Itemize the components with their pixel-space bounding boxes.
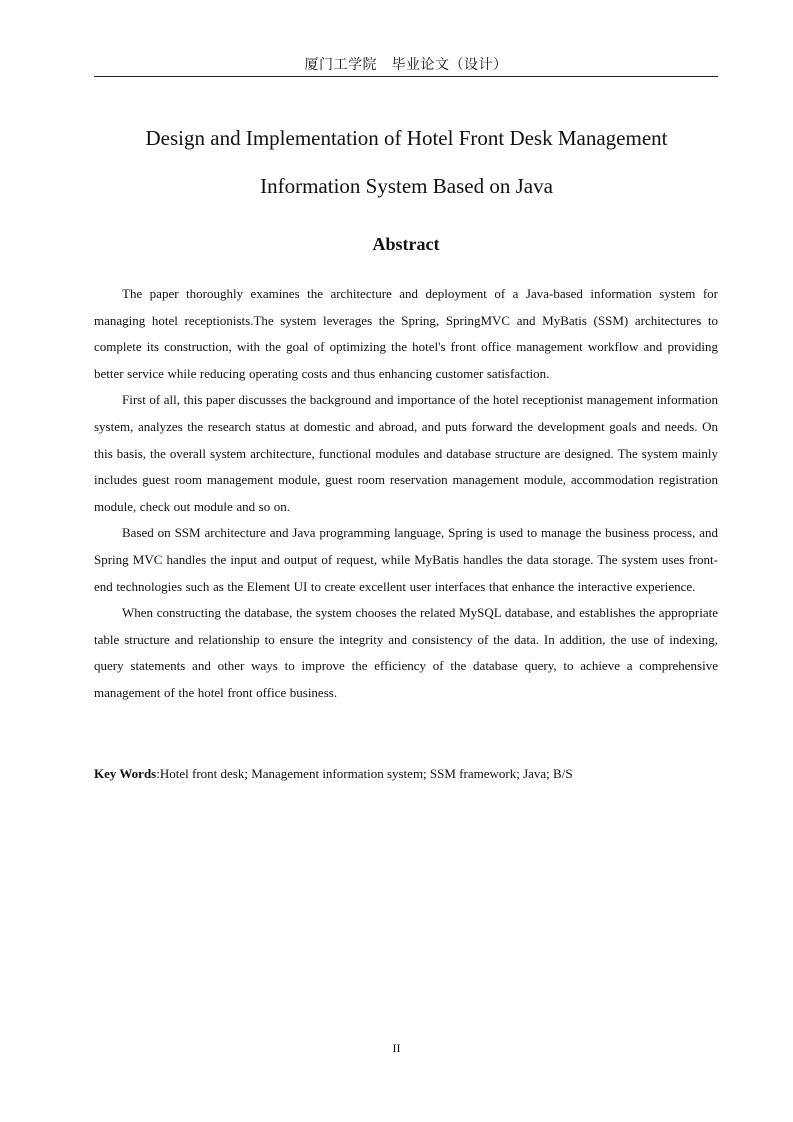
keywords-text: :Hotel front desk; Management information system; SSM framework; Java; B/S bbox=[156, 766, 573, 781]
title-line-1: Design and Implementation of Hotel Front Desk Management bbox=[145, 126, 668, 150]
header-rule bbox=[94, 76, 718, 77]
abstract-heading: Abstract bbox=[372, 234, 440, 254]
abstract-paragraph-4: When constructing the database, the system chooses the related MySQL database, and establishes the appropriate table structure and relationship to ensure the integrity and consistency of the data. In addition, the use of indexing, query statements and other ways to improve the efficiency of the database query, to achieve a comprehensive management of the hotel front office business. bbox=[94, 605, 718, 700]
keywords-line bbox=[94, 761, 718, 787]
running-header: 厦门工学院 毕业论文（设计） bbox=[304, 58, 508, 73]
abstract-paragraph-1: The paper thoroughly examines the architecture and deployment of a Java-based information system for managing hotel receptionists.The system leverages the Spring, SpringMVC and MyBatis (SSM) architectures to complete its construction, with the goal of optimizing the hotel's front office management workflow and providing better service while reducing operating costs and thus enhancing customer satisfaction. bbox=[94, 286, 718, 381]
page-number: II bbox=[392, 1041, 401, 1055]
keywords-label: Key Words bbox=[94, 766, 157, 781]
abstract-body bbox=[94, 281, 718, 707]
title-line-2: Information System Based on Java bbox=[260, 174, 553, 198]
abstract-paragraph-3: Based on SSM architecture and Java programming language, Spring is used to manage the business process, and Spring MVC handles the input and output of request, while MyBatis handles the data storage. The system uses front-end technologies such as the Element UI to create excellent user interfaces that enhance the interactive experience. bbox=[94, 525, 718, 594]
abstract-paragraph-2: First of all, this paper discusses the background and importance of the hotel receptionist management information system, analyzes the research status at domestic and abroad, and puts forward the development goals and needs. On this basis, the overall system architecture, functional modules and database structure are designed. The system mainly includes guest room management module, guest room reservation management module, accommodation registration module, check out module and so on. bbox=[94, 392, 718, 514]
